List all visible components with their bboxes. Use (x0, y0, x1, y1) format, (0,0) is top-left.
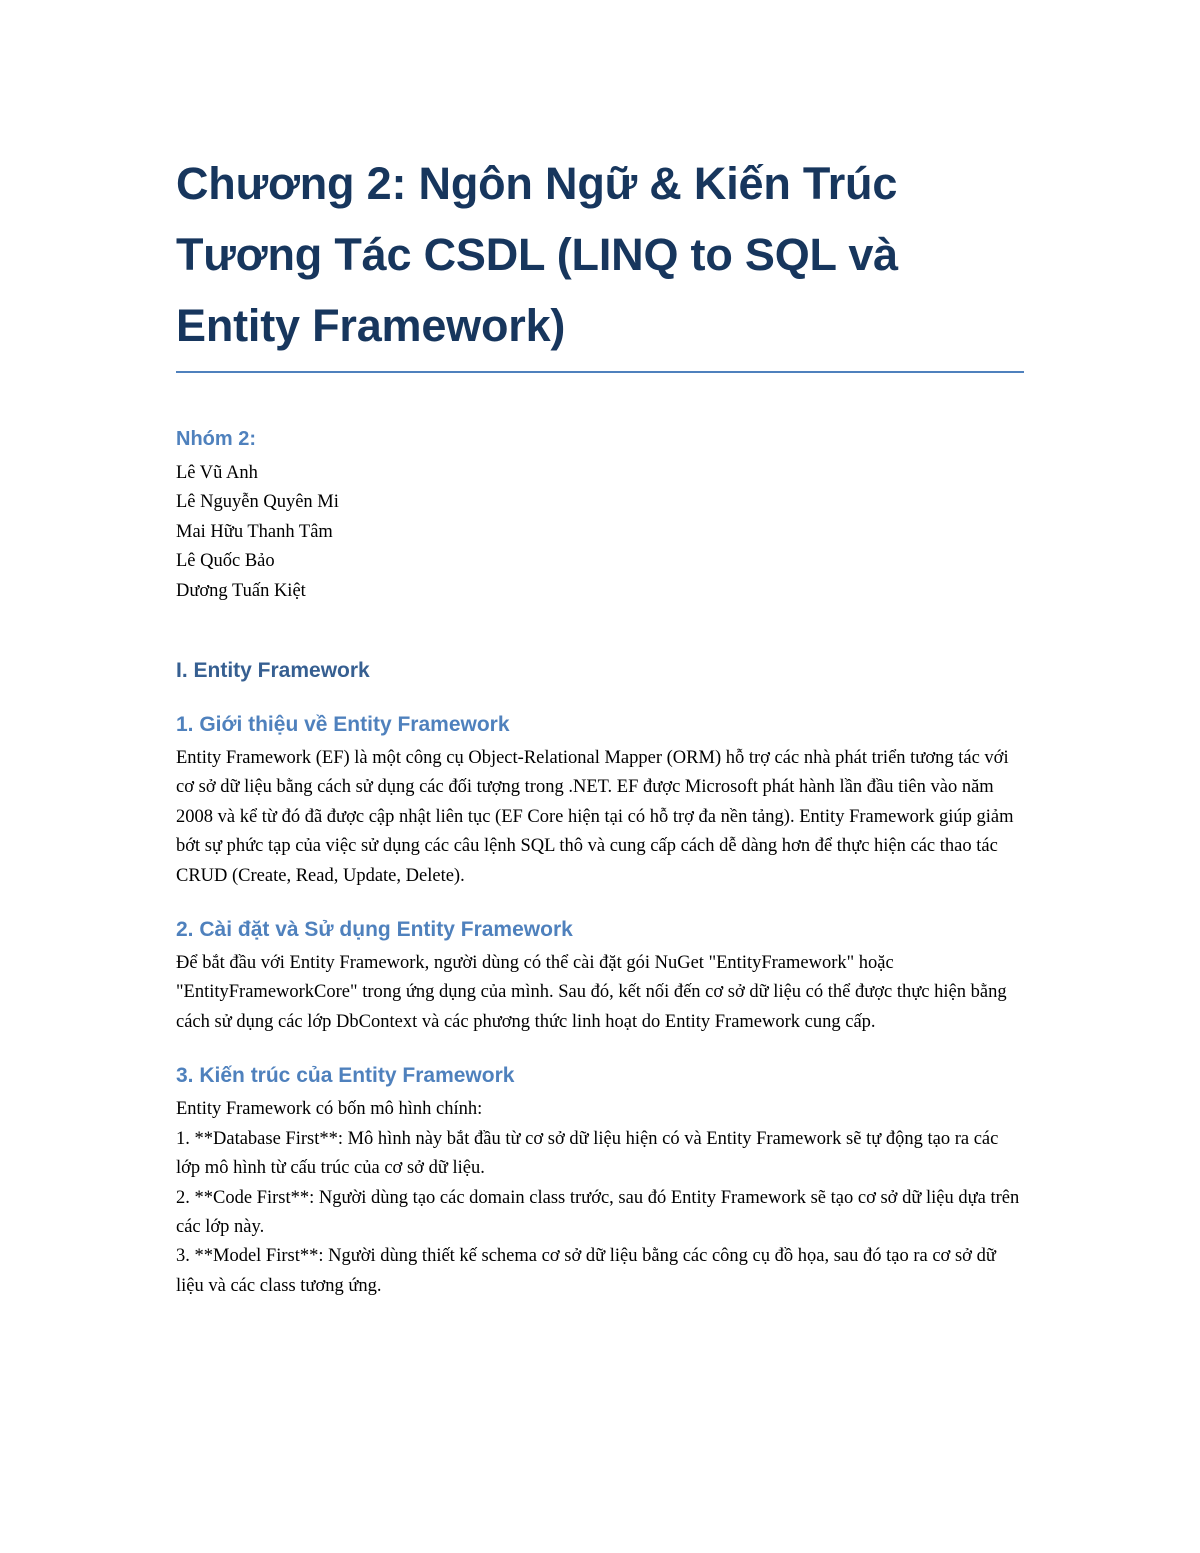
member-name: Lê Vũ Anh (176, 463, 258, 483)
member-name: Dương Tuấn Kiệt (176, 580, 306, 601)
member-name: Mai Hữu Thanh Tâm (176, 521, 333, 542)
subsection-heading-intro: 1. Giới thiệu về Entity Framework (176, 713, 510, 737)
document-title: Chương 2: Ngôn Ngữ & Kiến Trúc Tương Tác CSDL (LINQ to SQL và Entity Framework) (176, 148, 1024, 373)
intro-paragraph: Entity Framework (EF) là một công cụ Object-Relational Mapper (ORM) hỗ trợ các nhà phát triển tương tác với cơ sở dữ liệu bằng cách sử dụng các đối tượng trong .NET. EF được Microsoft phát hành lần đầu tiên vào năm 2008 và kể từ đó đã được cập nhật liên tục (EF Core hiện tại có hỗ trợ đa nền tảng). Entity Framework giúp giảm bớt sự phức tạp của việc sử dụng các câu lệnh SQL thô và cung cấp cách dễ dàng hơn để thực hiện các thao tác CRUD (Create, Read, Update, Delete). (176, 748, 1014, 886)
architecture-block (176, 1095, 1024, 1301)
architecture-item: 3. **Model First**: Người dùng thiết kế schema cơ sở dữ liệu bằng các công cụ đồ họa, sau đó tạo ra cơ sở dữ liệu và các class tương ứng. (176, 1246, 996, 1296)
member-name: Lê Nguyễn Quyên Mi (176, 492, 339, 513)
document-content (176, 148, 1024, 1301)
member-name: Lê Quốc Bảo (176, 551, 275, 572)
architecture-item: 1. **Database First**: Mô hình này bắt đầu từ cơ sở dữ liệu hiện có và Entity Framework sẽ tự động tạo ra các lớp mô hình từ cấu trúc của cơ sở dữ liệu. (176, 1128, 999, 1179)
install-paragraph: Để bắt đầu với Entity Framework, người dùng có thể cài đặt gói NuGet "EntityFramework" hoặc "EntityFrameworkCore" trong ứng dụng của mình. Sau đó, kết nối đến cơ sở dữ liệu có thể được thực hiện bằng cách sử dụng các lớp DbContext và các phương thức linh hoạt do Entity Framework cung cấp. (176, 953, 1007, 1032)
group-heading: Nhóm 2: (176, 428, 256, 450)
section-heading: I. Entity Framework (176, 659, 370, 683)
subsection-heading-architecture: 3. Kiến trúc của Entity Framework (176, 1064, 515, 1088)
architecture-item: 2. **Code First**: Người dùng tạo các domain class trước, sau đó Entity Framework sẽ tạo cơ sở dữ liệu dựa trên các lớp này. (176, 1187, 1020, 1237)
architecture-intro: Entity Framework có bốn mô hình chính: (176, 1099, 483, 1120)
subsection-heading-install: 2. Cài đặt và Sử dụng Entity Framework (176, 918, 573, 942)
member-list (176, 459, 1024, 606)
